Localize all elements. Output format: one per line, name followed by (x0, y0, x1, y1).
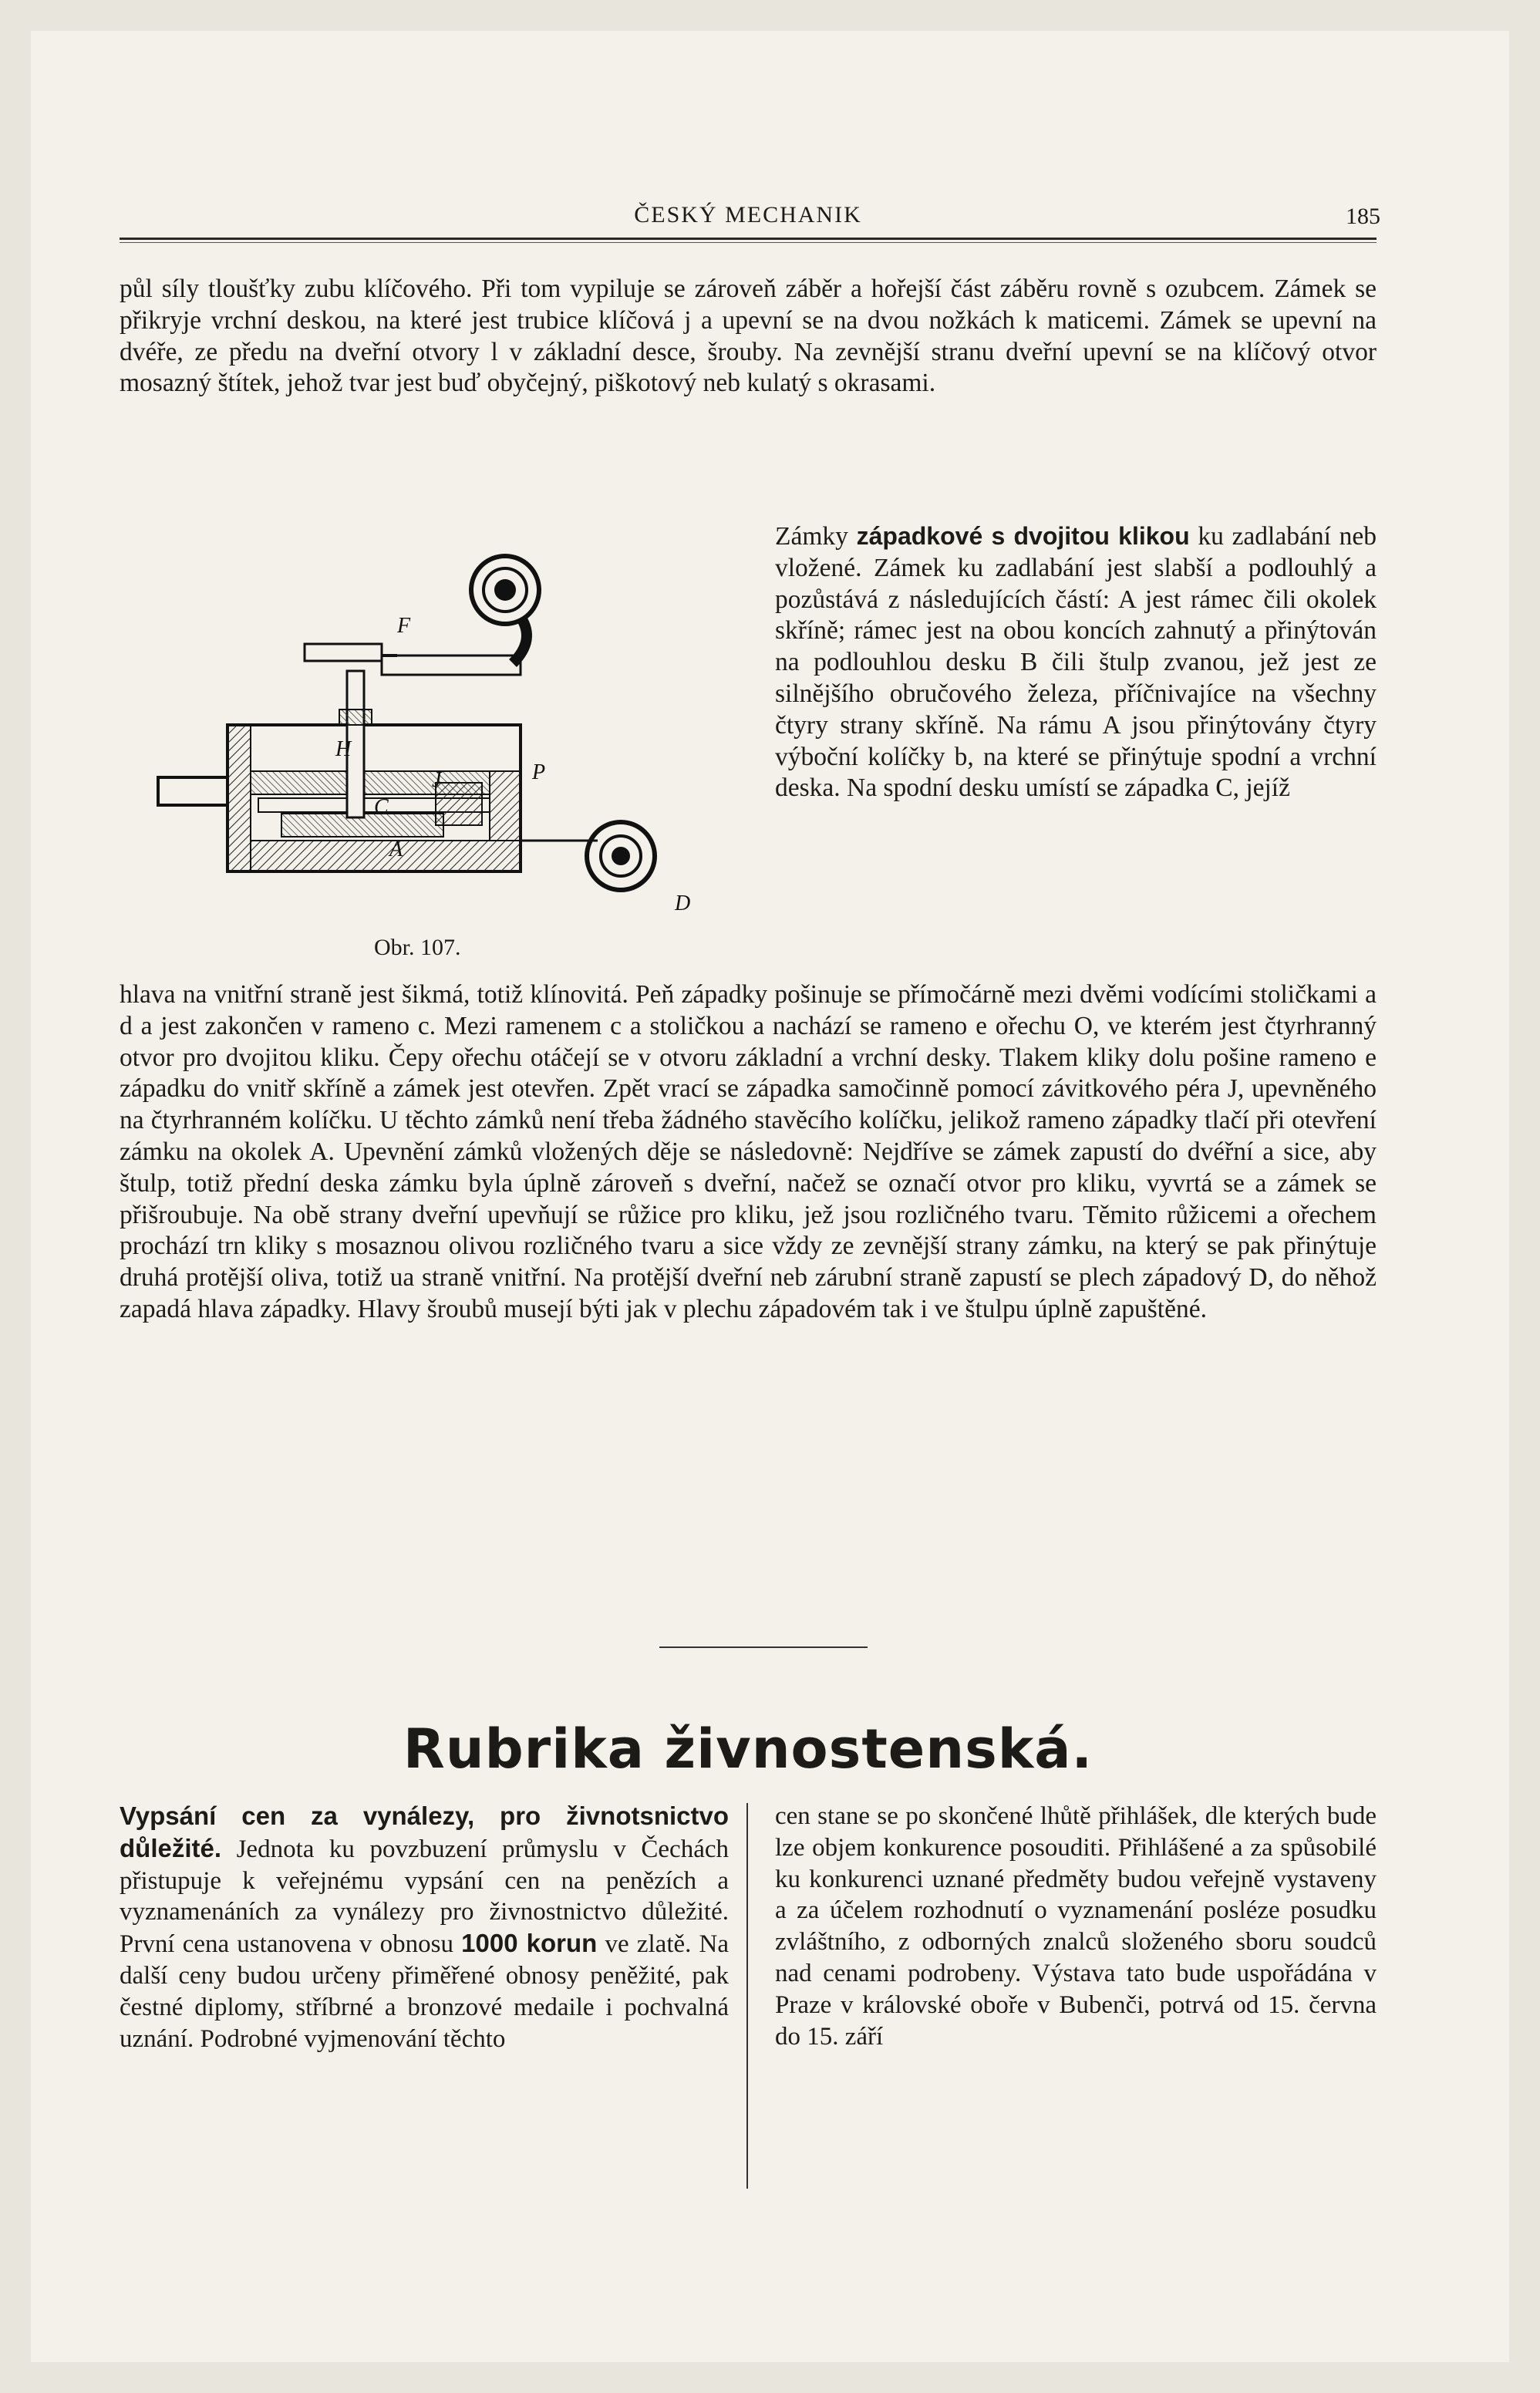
prize-amount: 1000 korun (461, 1929, 598, 1958)
paragraph-latch-locks (775, 521, 1377, 804)
label-f: F (397, 614, 411, 638)
paragraph-latch-continued: hlava na vnitřní straně jest šikmá, totiž klínovitá. Peň západky pošinuje se přímočárně mezi dvěmi vodícími stoličkami a d a jest zakončen v rameno c. Mezi ramenem c a stoličkou a nachází se rameno e ořechu O, ve kterém jest čtyrhranný otvor pro dvojitou kliku. Čepy ořechu otáčejí se v otvoru základní a vrchní desky. Tlakem kliky dolu pošine rameno e západku do vnitř skříně a zámek jest otevřen. Zpět vrací se západka samočinně pomocí závitkového péra J, upevněného na čtyrhranném kolíčku. U těchto zámků není třeba žádného stavěcího kolíčku, jelikož rameno západky tlačí při otevření zámku na okolek A. Upevnění zámků vložených děje se následovně: Nejdříve se zámek zapustí do dvéřní a sice, aby štulp, totiž přední deska zámku byla úplně zároveň s dveřní, načež se označí otvor pro kliku, vyvrtá se a zámek se přišroubuje. Na obě strany dveřní upevňují se růžice pro kliku, jež jsou rozličného tvaru. Těmito růžicemi a ořechem prochází trn kliky s mosaznou olivou rozličného tvaru a sice vždy ze zevnější strany zámku, na který se pak přinýtuje druhá protější oliva, totiž ua straně vnitřní. Na protější dveřní neb zárubní straně zapustí se plech západový D, do něhož zapadá hlava západky. Hlavy šroubů musejí býti jak v plechu západovém tak i ve štulpu úplně zapuštěné. (120, 980, 1377, 1323)
label-j: J (432, 768, 442, 792)
column-divider (746, 1803, 748, 2189)
header-rule (120, 238, 1377, 240)
page-number: 185 (1346, 204, 1380, 229)
label-h: H (335, 737, 352, 761)
pin-d (521, 822, 655, 890)
column-right: cen stane se po skončené lhůtě přihlášek, dle kterých bude lze objem konkurence posouditi. Přihlášené a za spůsobilé ku konkurenci uznané předměty budou veřejně vystaveny a za účelem rozhodnutí o vyznamenání posléze posudku zvláštního, z odborných znalců složeného sboru soudců nad cenami podrobeny. Výstava tato bude uspořádána v Praze v královské oboře v Bubenči, potrvá od 15. června do 15. září (775, 1802, 1377, 2051)
column-left (120, 1801, 729, 2054)
lock-diagram-svg (150, 532, 713, 949)
journal-title: ČESKÝ MECHANIK (634, 202, 862, 228)
label-a: A (389, 838, 403, 861)
label-c: C (374, 795, 389, 819)
paragraph-latch-text: ku zadlabání neb vložené. Zámek ku zadlabání jest slabší a podlouhlý a pozůstává z následujících částí: A jest rámec čili okolek skříně; rámec jest na obou koncích zahnutý a přinýtován na podlouhlou desku B čili štulp zvanou, jež jest ze silnějšího obručového železa, příčnivajíce na všechny čtyry strany skříně. Na rámu A jsou přinýtovány čtyry výboční kolíčky b, na které se přinýtuje spodní a vrchní deska. Na spodní desku umístí se západka C, jejíž (775, 522, 1377, 803)
label-d: D (675, 891, 691, 915)
label-p: P (532, 760, 546, 784)
section-title: Rubrika živnostenská. (403, 1717, 1094, 1781)
section-separator (659, 1646, 868, 1648)
lock-diagram (150, 532, 713, 949)
running-header (116, 202, 1380, 233)
article-text-a: Jednota ku povzbuzení průmyslu v Čechách přistupuje k veřejnému vypsání cen na penězích a vyznamenáních za vynálezy pro živnostnictvo důležité. První cena ustanovena v obnosu (120, 1835, 729, 1959)
figure-caption: Obr. 107. (374, 935, 461, 960)
article-text-b: ve zlatě. Na další ceny budou určeny přiměřené obnosy peněžité, pak čestné diplomy, stříbrné a bronzové medaile i pochvalná uznání. Podrobné vyjmenování těchto (120, 1930, 730, 2053)
paragraph-keys: půl síly tloušťky zubu klíčového. Při tom vypiluje se zároveň záběr a hořejší část záběru rovně s ozubcem. Zámek se přikryje vrchní deskou, na které jest trubice klíčová j a upevní se na dvou nožkách k maticemi. Zámek se upevní na dvéře, ze předu na dveřní otvory l v základní desce, šrouby. Na zevnější stranu dveřní upevní se na klíčový otvor mosazný štítek, jehož tvar jest buď obyčejný, piškotový neb kulatý s okrasami. (120, 275, 1377, 398)
header-rule-thin (120, 242, 1377, 243)
article-heading: Vypsání cen za vynálezy, pro živnotsnictvo důležité. (120, 1801, 729, 1862)
inline-heading: západkové s dvojitou klikou (856, 522, 1190, 550)
paragraph-lead: Zámky (775, 522, 848, 551)
